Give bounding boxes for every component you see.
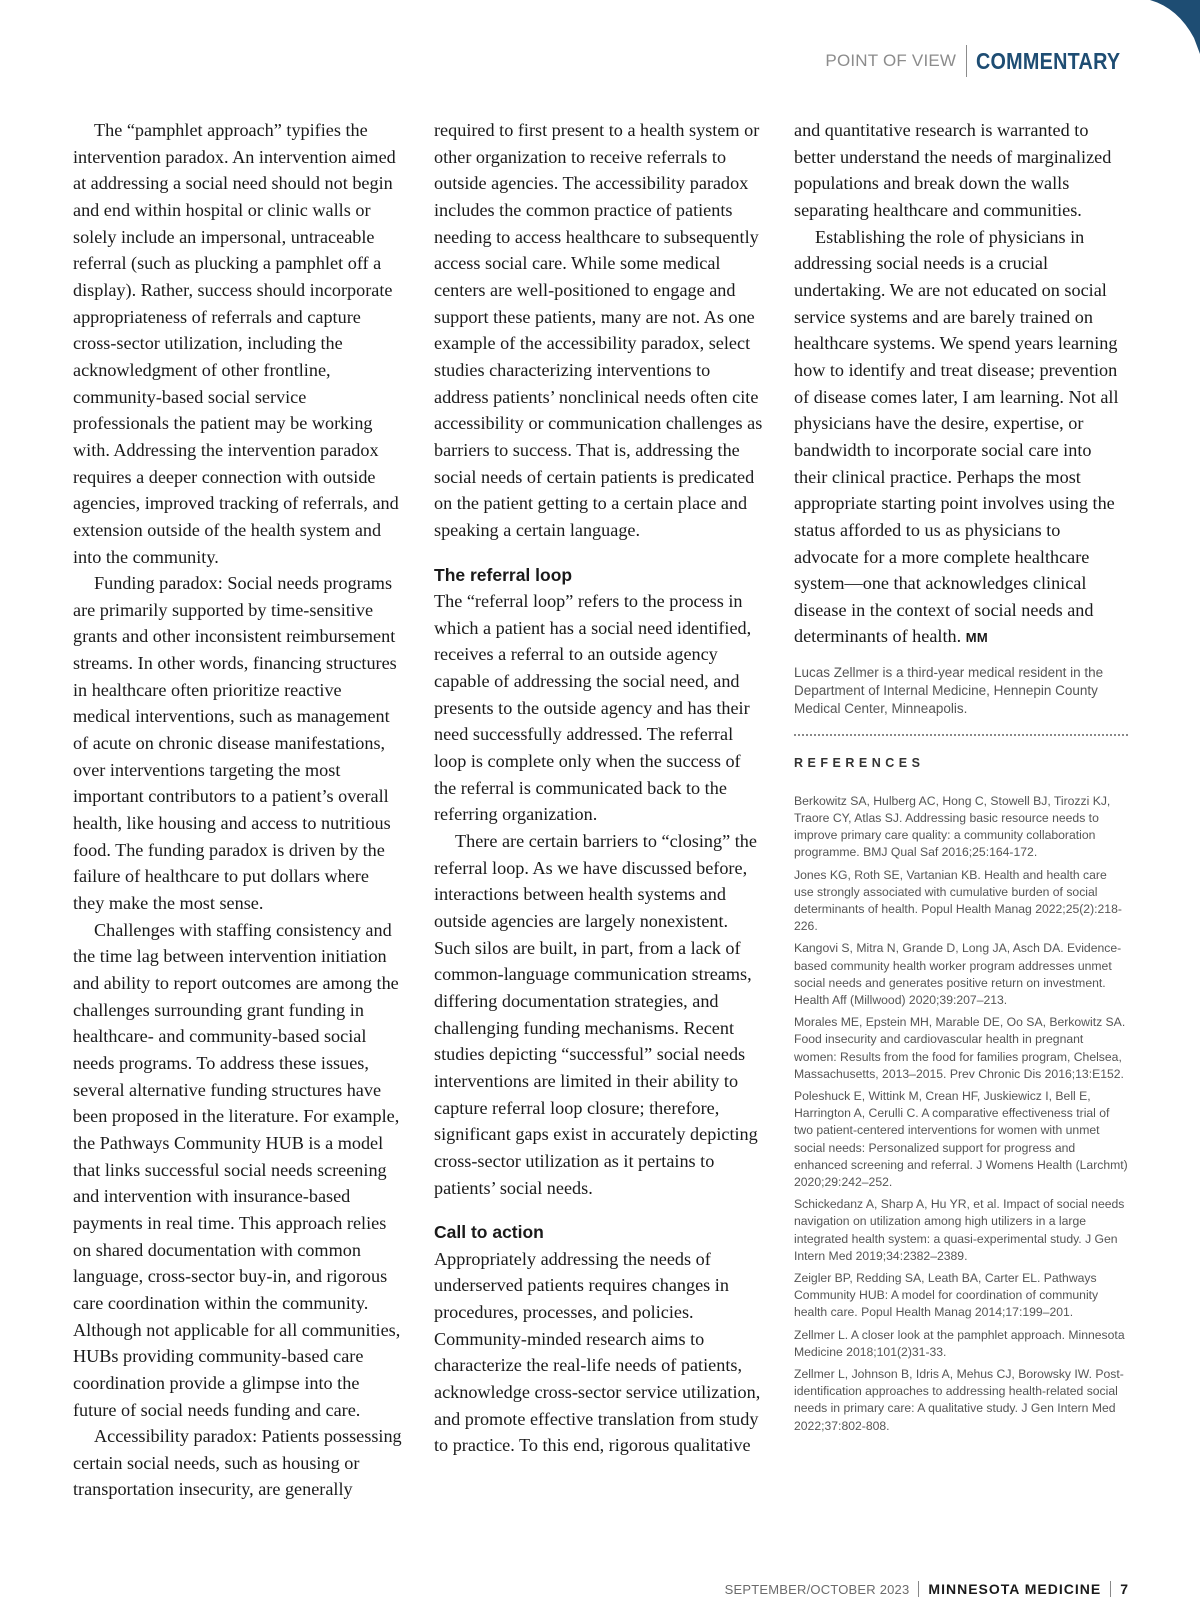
page-header <box>825 45 1126 77</box>
article-column-1 <box>73 117 403 1503</box>
body-paragraph: There are certain barriers to “closing” the referral loop. As we have discussed before, interactions between health systems and outside agencies are largely nonexistent. Such silos are built, in part, from a lack of common-language communication streams, differing documentation strategies, and challenging funding mechanisms. Recent studies depicting “successful” social needs interventions are limited in their ability to capture referral loop closure; therefore, significant gaps exist in accurately depicting cross-sector utilization as it pertains to patients’ social needs. <box>434 831 758 1198</box>
article-column-3 <box>794 117 1128 1440</box>
end-mark: MM <box>965 630 988 646</box>
reference-item: Morales ME, Epstein MH, Marable DE, Oo SA, Berkowitz SA. Food insecurity and cardiovascular health in pregnant women: Results from the food for families program, Chelsea, Massachusetts, 2013–2015. Prev Chronic Dis 2016;13:E152. <box>794 1015 1126 1081</box>
magazine-name: MINNESOTA MEDICINE <box>928 1581 1102 1597</box>
section-label: POINT OF VIEW <box>825 51 957 70</box>
body-paragraph: Funding paradox: Social needs programs are primarily supported by time-sensitive grants and other inconsistent reimbursement streams. In other words, financing structures in healthcare often prioritize reactive medical interventions, such as management of acute on chronic disease manifestations, over interventions targeting the most important contributors to a patient’s overall health, like housing and access to nutritious food. The funding paradox is driven by the failure of healthcare to put dollars where they make the most sense. <box>73 573 397 914</box>
body-paragraph: required to first present to a health system or other organization to receive referrals to outside agencies. The accessibility paradox includes the common practice of patients needing to access healthcare to subsequently access social care. While some medical centers are well-positioned to engage and support these patients, many are not. As one example of the accessibility paradox, select studies characterizing interventions to address patients’ nonclinical needs often cite accessibility or communication challenges as barriers to success. That is, addressing the social needs of certain patients is predicated on the patient getting to a certain place and speaking a certain language. <box>434 120 763 540</box>
references-heading: REFERENCES <box>794 756 925 771</box>
issue-date: SEPTEMBER/OCTOBER 2023 <box>724 1581 910 1597</box>
reference-item: Jones KG, Roth SE, Vartanian KB. Health and health care use strongly associated with cumulative burden of social determinants of health. Popul Health Manag 2022;25(2):218-226. <box>794 867 1122 934</box>
reference-item: Berkowitz SA, Hulberg AC, Hong C, Stowell BJ, Tirozzi KJ, Traore CY, Atlas SJ. Addressing basic resource needs to improve primary care quality: a community collaboration programme. BMJ Qual Saf 2016;25:164-172. <box>794 793 1111 860</box>
reference-item: Schickedanz A, Sharp A, Hu YR, et al. Impact of social needs navigation on utilization among high utilizers in a large integrated health system: a quasi-experimental study. J Gen Intern Med 2019;34:2382–2389. <box>794 1197 1125 1263</box>
reference-item: Zellmer L, Johnson B, Idris A, Mehus CJ, Borowsky IW. Post-identification approaches to addressing health-related social needs in primary care: A qualitative study. J Gen Intern Med 2022;37:802-808. <box>794 1367 1124 1433</box>
section-heading-referral-loop: The referral loop <box>434 564 573 585</box>
body-paragraph: Challenges with staffing consistency and the time lag between intervention initiation and ability to report outcomes are among the challenges surrounding grant funding in healthcare- and community-based social needs programs. To address these issues, several alternative funding structures have been proposed in the literature. For example, the Pathways Community HUB is a model that links successful social needs screening and intervention with insurance-based payments in real time. This approach relies on shared documentation with common language, cross-sector buy-in, and rigorous care coordination within the community. Although not applicable for all communities, HUBs providing community-based care coordination provide a glimpse into the future of social needs funding and care. <box>73 919 401 1420</box>
body-paragraph: Accessibility paradox: Patients possessing certain social needs, such as housing or transportation insecurity, are generally <box>73 1426 402 1500</box>
author-bio: Lucas Zellmer is a third-year medical resident in the Department of Internal Medicine, Hennepin County Medical Center, Minneapolis. <box>794 665 1104 717</box>
section-heading-call-to-action: Call to action <box>434 1222 544 1243</box>
header-divider <box>966 45 967 77</box>
dotted-divider <box>794 734 1128 736</box>
body-paragraph: Appropriately addressing the needs of underserved patients requires changes in procedures, processes, and policies. Community-minded research aims to characterize the real-life needs of patients, acknowledge cross-sector service utilization, and promote effective translation from study to practice. To this end, rigorous qualitative <box>434 1248 761 1456</box>
reference-item: Zellmer L. A closer look at the pamphlet approach. Minnesota Medicine 2018;101(2)31-33. <box>794 1327 1125 1359</box>
reference-item: Poleshuck E, Wittink M, Crean HF, Juskiewicz I, Bell E, Harrington A, Cerulli C. A comparative effectiveness trial of two patient-centered interventions for women with unmet social needs: Personalized support for progress and enhanced screening and referral. J Womens Health (Larchmt) 2020;29:242–252. <box>794 1089 1128 1190</box>
body-paragraph: The “referral loop” refers to the process in which a patient has a social need identified, receives a referral to an outside agency capable of addressing the social need, and presents to the outside agency and has their need successfully addressed. The referral loop is complete only when the success of the referral is communicated back to the referring organization. <box>434 591 752 825</box>
page-number: 7 <box>1120 1581 1128 1597</box>
body-paragraph: The “pamphlet approach” typifies the intervention paradox. An intervention aimed at addressing a social need should not begin and end within hospital or clinic walls or solely include an impersonal, untraceable referral (such as plucking a pamphlet off a display). Rather, success should incorporate appropriateness of referrals and capture cross-sector utilization, including the acknowledgment of other frontline, community-based social service professionals the patient may be working with. Addressing the intervention paradox requires a deeper connection with outside agencies, improved tracking of referrals, and extension outside of the health system and into the community. <box>73 120 399 567</box>
article-column-2 <box>434 117 764 1459</box>
page-footer <box>725 1581 1128 1597</box>
reference-item: Zeigler BP, Redding SA, Leath BA, Carter EL. Pathways Community HUB: A model for coordination of community health care. Popul Health Manag 2014;17:199–201. <box>794 1271 1099 1320</box>
closing-paragraph-text: Establishing the role of physicians in addressing social needs is a crucial undertaking. We are not educated on social service systems and are barely trained on healthcare systems. We spend years learning how to identify and treat disease; prevention of disease comes later, I am learning. Not all physicians have the desire, expertise, or bandwidth to incorporate social care into their clinical practice. Perhaps the most appropriate starting point involves using the status afforded to us as physicians to advocate for a more complete healthcare system—one that acknowledges clinical disease in the context of social needs and determinants of health. <box>794 226 1119 647</box>
reference-item: Kangovi S, Mitra N, Grande D, Long JA, Asch DA. Evidence-based community health worker program addresses unmet social needs and generates positive return on investment. Health Aff (Millwood) 2020;39:207–213. <box>794 941 1122 1008</box>
category-label: COMMENTARY <box>976 47 1121 74</box>
references-list <box>794 793 1128 1435</box>
body-paragraph: and quantitative research is warranted to better understand the needs of marginalized populations and break down the walls separating healthcare and communities. <box>794 120 1112 220</box>
footer-divider <box>1110 1581 1111 1597</box>
body-paragraph <box>794 224 1128 653</box>
footer-divider <box>918 1581 919 1597</box>
